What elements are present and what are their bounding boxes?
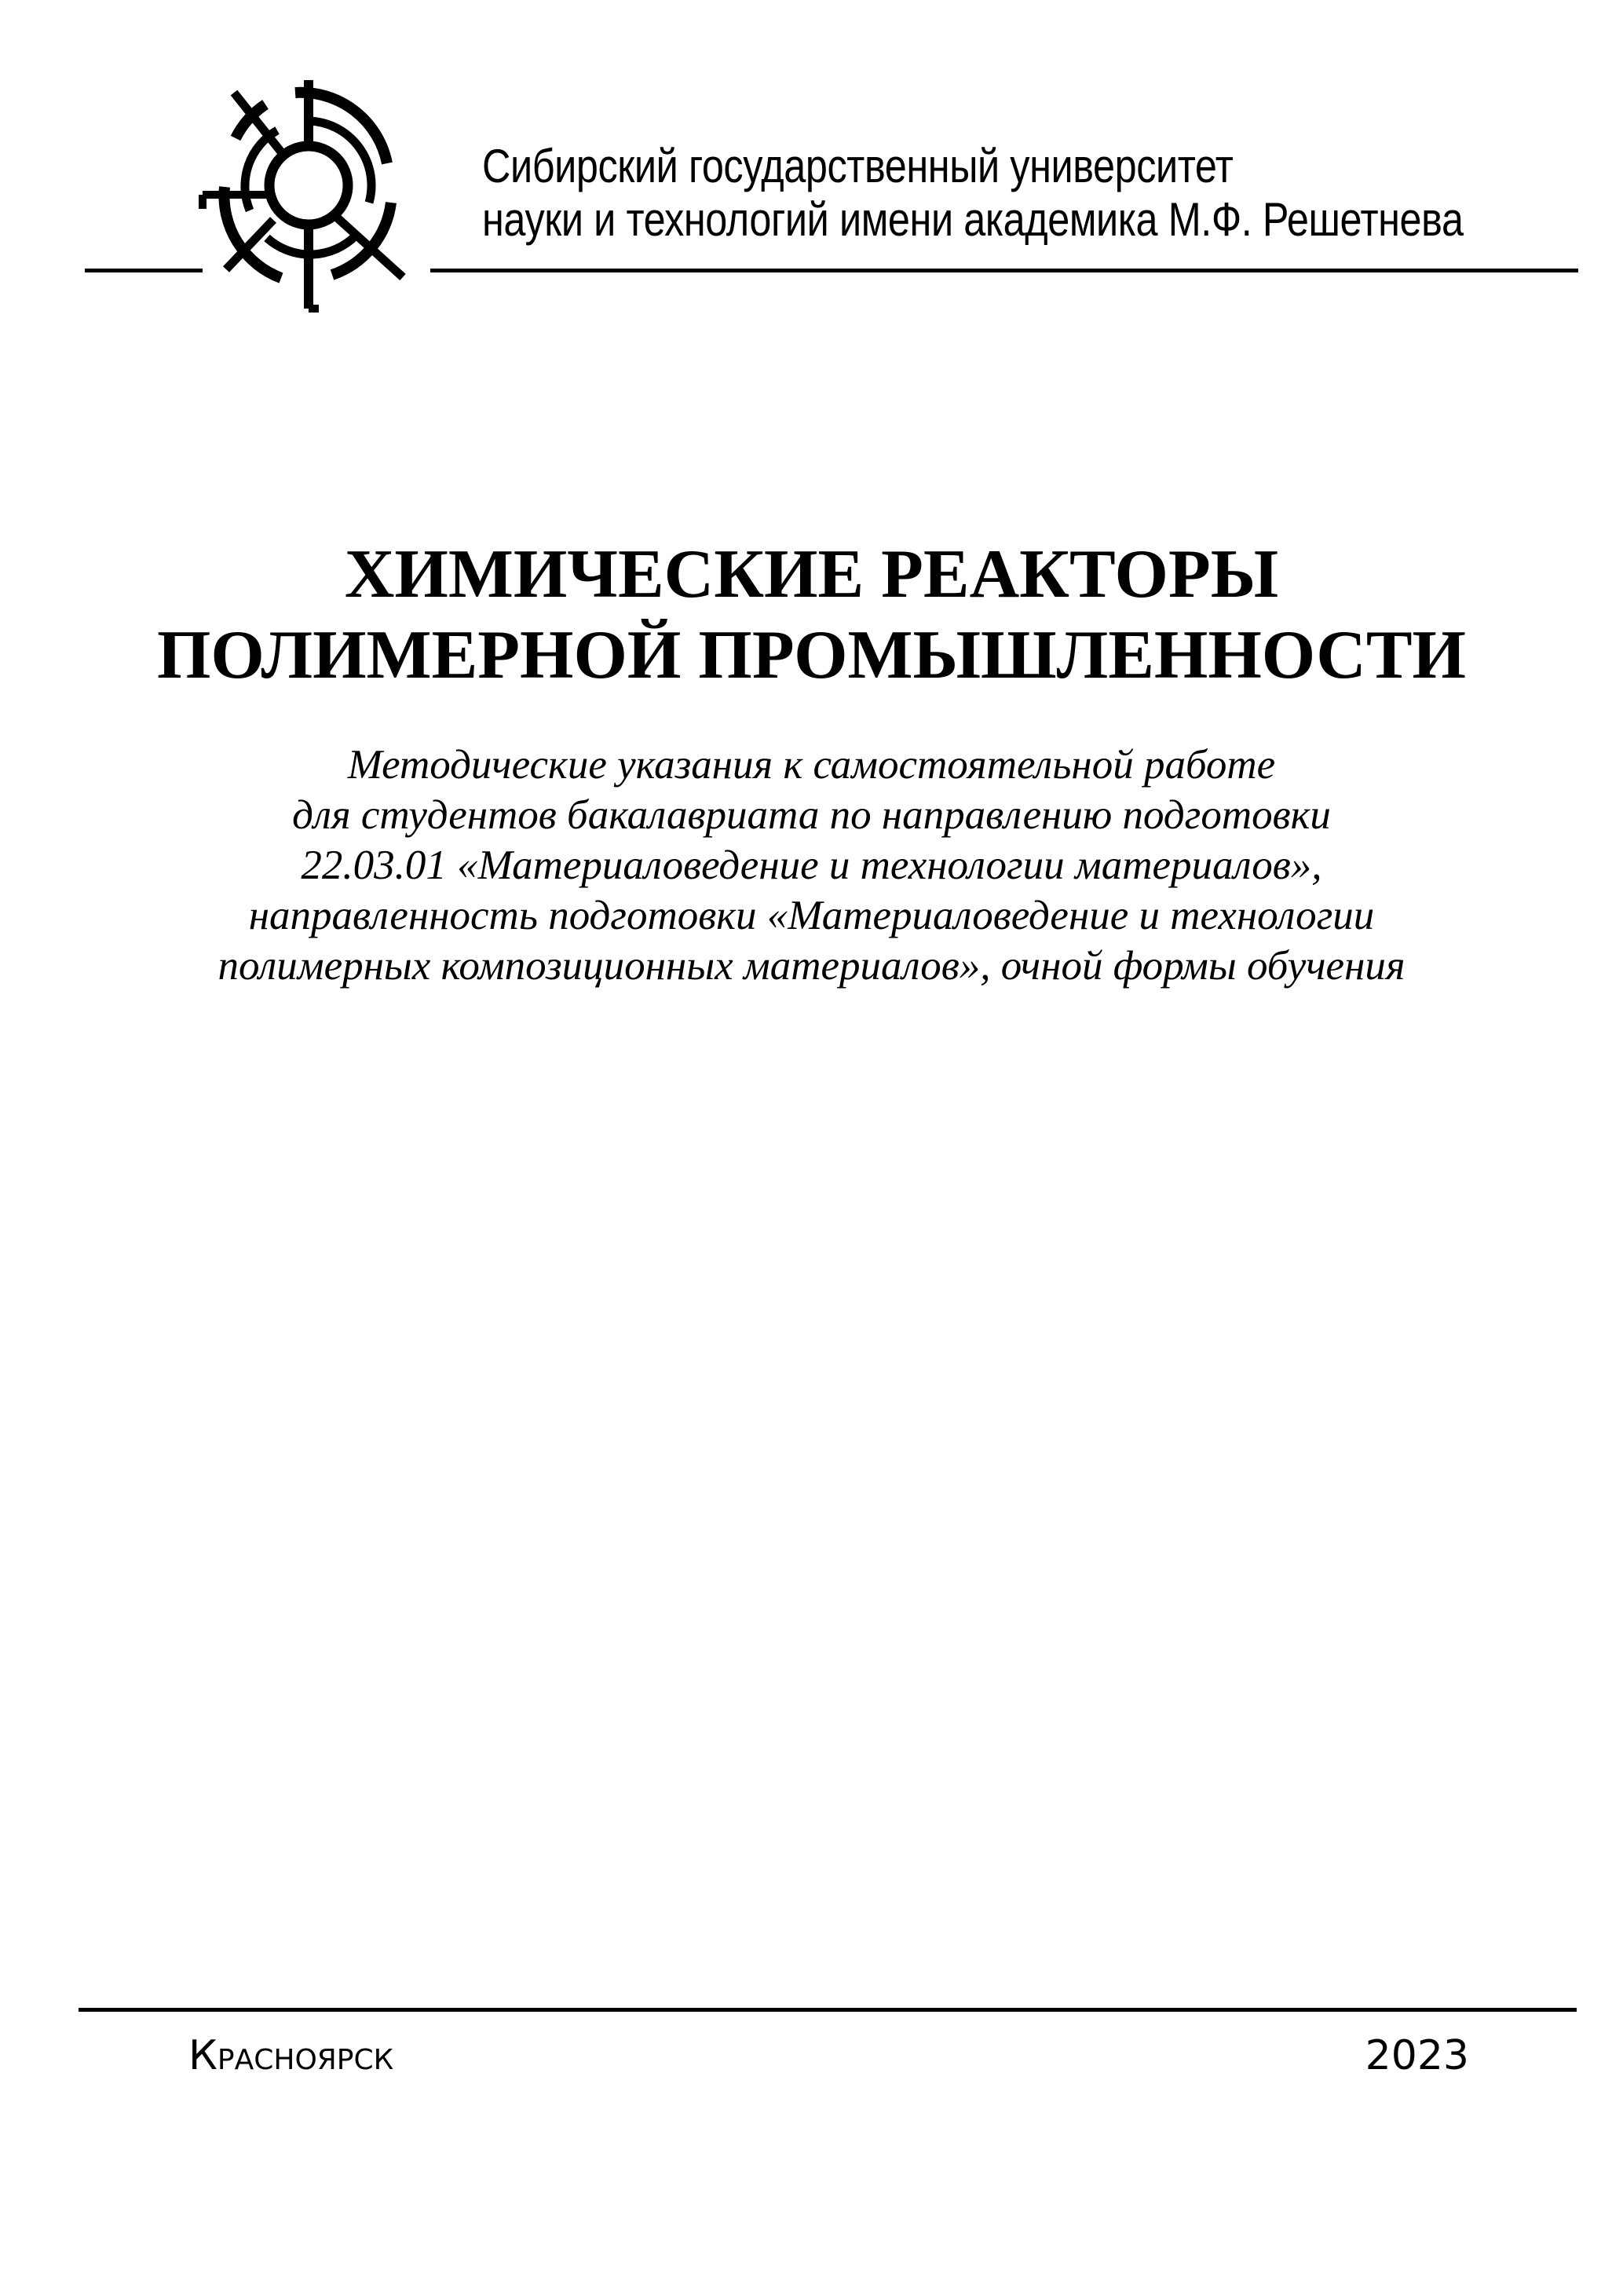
footer-rule [79, 2008, 1577, 2012]
document-subtitle-line: 22.03.01 «Материаловедение и технологии материалов», [301, 843, 1322, 888]
university-name [482, 140, 1464, 247]
publication-city: Красноярск [188, 2032, 394, 2079]
document-subtitle-line: Методические указания к самостоятельной работе [347, 742, 1276, 788]
university-name-line: науки и технологий имени академика М.Ф. Решетнева [482, 193, 1464, 246]
document-title-line: ХИМИЧЕСКИЕ РЕАКТОРЫ [344, 536, 1279, 612]
document-subtitle-line: полимерных композиционных материалов», очной формы обучения [217, 943, 1406, 989]
header-rule-right [430, 269, 1578, 272]
university-name-line: Сибирский государственный университет [482, 140, 1234, 192]
document-subtitle-line: направленность подготовки «Материаловедение и технологии [248, 893, 1375, 938]
document-subtitle-line: для студентов бакалавриата по направлению подготовки [292, 792, 1331, 838]
document-title-line: ПОЛИМЕРНОЙ ПРОМЫШЛЕННОСТИ [156, 617, 1466, 693]
header-rule-left [85, 269, 203, 272]
publication-year: 2023 [1365, 2032, 1469, 2079]
university-emblem-icon [195, 69, 422, 320]
document-title [47, 534, 1576, 696]
document-subtitle [47, 740, 1576, 991]
